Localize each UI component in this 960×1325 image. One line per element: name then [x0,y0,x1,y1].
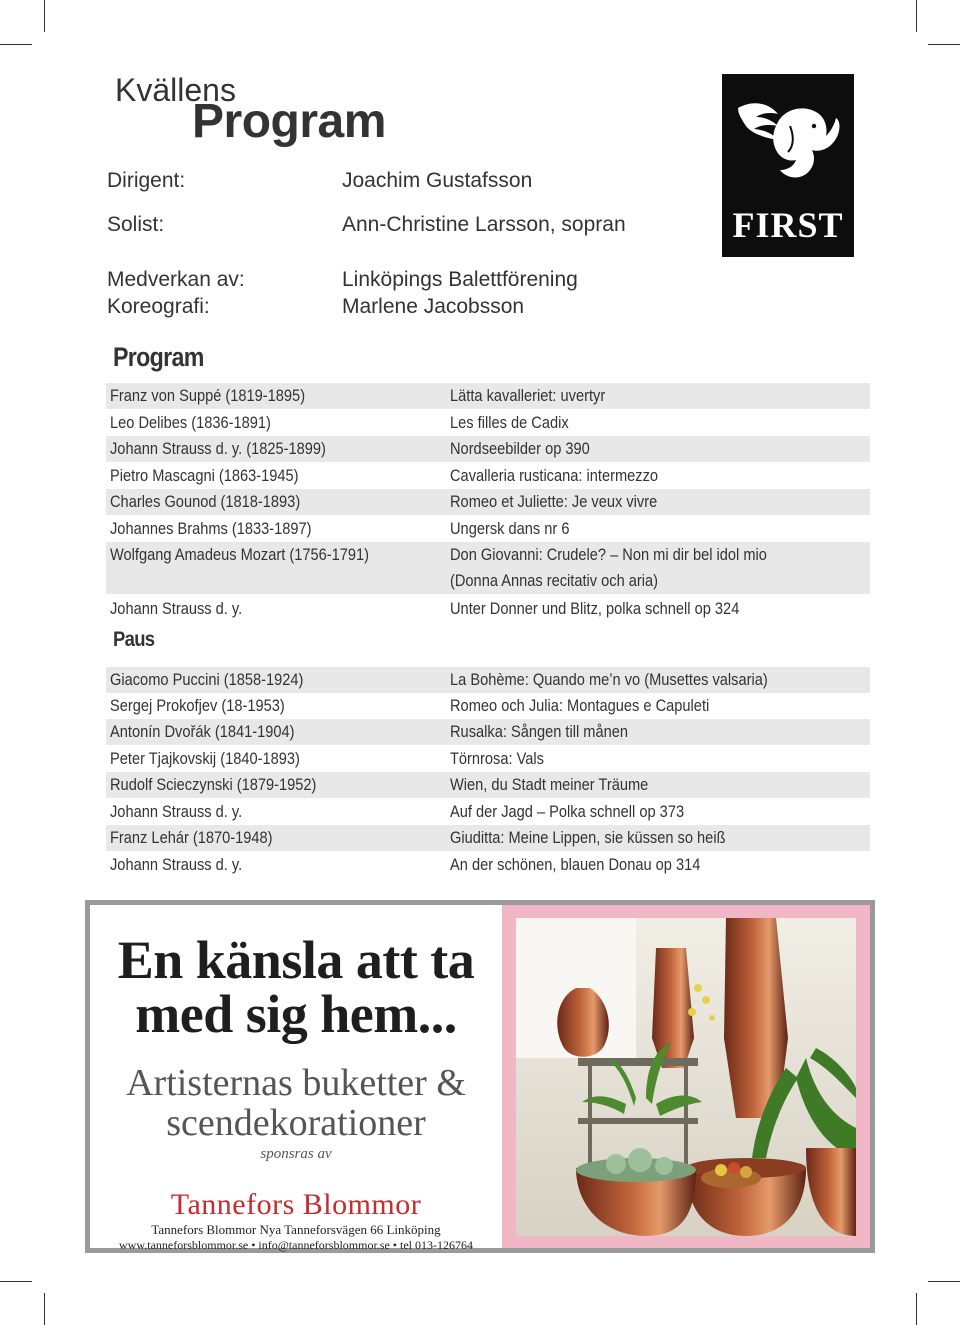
header-subtitle: Kvällens [115,72,236,108]
ad-text-panel [90,905,502,1252]
ad-headline-line2: med sig hem... [135,984,457,1044]
program-row [106,852,870,878]
dirigent-label: Dirigent: [107,169,186,192]
work: Romeo et Juliette: Je veux vivre [450,492,658,511]
ad-brand-name: Tannefors Blommor [170,1188,422,1221]
composer: Antonín Dvořák (1841-1904) [110,722,295,741]
composer: Johann Strauss d. y. (1825-1899) [110,439,326,458]
crop-mark [44,1293,45,1325]
program-row [106,719,870,745]
work: Giuditta: Meine Lippen, sie küssen so heiß [450,828,726,847]
work: Romeo och Julia: Montagues e Capuleti [450,696,710,715]
ad-headline-line1: En känsla att ta [117,930,475,990]
composer: Johann Strauss d. y. [110,855,243,874]
program-heading: Program [113,342,204,372]
program-row [106,383,870,409]
program-row [106,489,870,515]
work: Ungersk dans nr 6 [450,519,570,538]
elephant-icon [732,86,844,198]
program-row [106,463,870,489]
composer: Giacomo Puccini (1858-1924) [110,670,304,689]
crop-mark [0,1281,32,1282]
work: (Donna Annas recitativ och aria) [450,571,659,590]
work: Nordseebilder op 390 [450,439,590,458]
work: An der schönen, blauen Donau op 314 [450,855,701,874]
work: La Bohème: Quando me’n vo (Musettes valsaria) [450,670,768,689]
logo-text: FIRST [732,205,844,245]
program-row [106,746,870,772]
composer: Wolfgang Amadeus Mozart (1756-1791) [110,545,369,564]
program-row [106,825,870,851]
crop-mark [928,1281,960,1282]
composer: Johann Strauss d. y. [110,599,243,618]
ad-subheading-line1: Artisternas buketter & [126,1062,466,1104]
program-row [106,693,870,719]
crop-mark [916,1293,917,1325]
work: Les filles de Cadix [450,413,569,432]
crop-mark [916,0,917,32]
solist-value: Ann-Christine Larsson, sopran [342,213,626,236]
ad-contact: www.tanneforsblommor.se • info@tanneforsblommor.se • tel 013-126764 [119,1238,473,1252]
ad-address: Tannefors Blommor Nya Tanneforsvägen 66 Linköping [151,1222,441,1237]
composer: Peter Tjajkovskij (1840-1893) [110,749,300,768]
ad-sponsored-label: sponsras av [260,1146,332,1162]
composer: Franz von Suppé (1819-1895) [110,386,306,405]
solist-label: Solist: [107,213,165,236]
crop-mark [0,44,32,45]
koreografi-label: Koreografi: [107,295,210,318]
composer: Rudolf Scieczynski (1879-1952) [110,775,317,794]
program-row [106,436,870,462]
composer: Pietro Mascagni (1863-1945) [110,466,299,485]
first-logo [722,74,854,257]
program-row [106,799,870,825]
crop-mark [928,44,960,45]
work: Don Giovanni: Crudele? – Non mi dir bel idol mio [450,545,767,564]
program-row [106,667,870,693]
work: Rusalka: Sången till månen [450,722,628,741]
composer: Charles Gounod (1818-1893) [110,492,301,511]
paus-heading: Paus [113,628,155,651]
composer: Johannes Brahms (1833-1897) [110,519,312,538]
program-row [106,516,870,542]
composer: Leo Delibes (1836-1891) [110,413,271,432]
composer: Johann Strauss d. y. [110,802,243,821]
medverkan-value: Linköpings Balettförening [342,268,578,291]
koreografi-value: Marlene Jacobsson [342,295,525,318]
program-row [106,596,870,622]
dirigent-value: Joachim Gustafsson [342,169,533,192]
sponsor-ad [85,900,875,1253]
medverkan-label: Medverkan av: [107,268,245,291]
ad-subheading-line2: scendekorationer [166,1102,426,1144]
program-row [106,410,870,436]
work: Lätta kavalleriet: uvertyr [450,386,606,405]
work: Törnrosa: Vals [450,749,544,768]
program-row [106,772,870,798]
composer: Sergej Prokofjev (18-1953) [110,696,285,715]
page-title: Program [192,95,386,148]
ad-photo-frame [502,905,870,1248]
program-row [106,568,870,594]
composer: Franz Lehár (1870-1948) [110,828,273,847]
work: Auf der Jagd – Polka schnell op 373 [450,802,685,821]
crop-mark [44,0,45,32]
program-row [106,542,870,568]
work: Wien, du Stadt meiner Träume [450,775,649,794]
work: Unter Donner und Blitz, polka schnell op 324 [450,599,740,618]
work: Cavalleria rusticana: intermezzo [450,466,659,485]
flower-arrangement-photo [516,918,856,1236]
